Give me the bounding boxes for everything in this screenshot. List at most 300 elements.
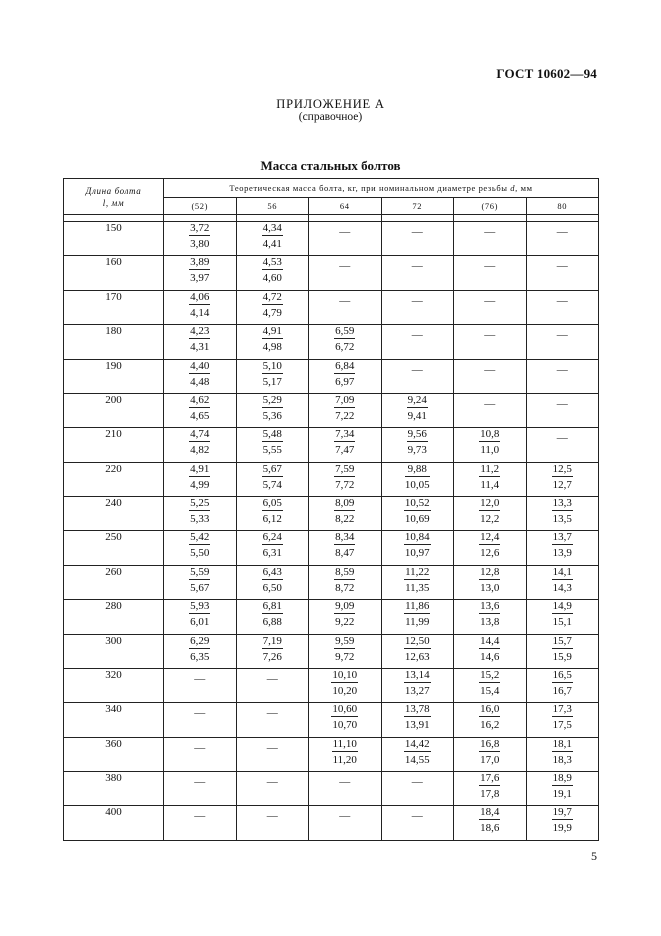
mass-cell bbox=[236, 565, 309, 599]
mass-cell bbox=[236, 256, 309, 290]
mass-cell bbox=[309, 428, 382, 462]
table-row bbox=[64, 565, 599, 599]
mass-group-header-pre: Теоретическая масса болта, кг, при номинальном диаметре резьбы bbox=[229, 183, 511, 193]
mass-cell bbox=[164, 497, 237, 531]
dash-mark: — bbox=[556, 432, 568, 445]
empty-mass-cell bbox=[381, 325, 454, 359]
mass-cell bbox=[309, 462, 382, 496]
dash-mark: — bbox=[266, 672, 278, 685]
mass-cell bbox=[164, 256, 237, 290]
mass-fraction bbox=[262, 222, 283, 250]
empty-mass-cell bbox=[454, 359, 527, 393]
mass-fraction bbox=[331, 703, 358, 731]
mass-fraction bbox=[189, 566, 210, 594]
mass-fraction bbox=[334, 635, 355, 663]
dash-mark: — bbox=[484, 260, 496, 273]
mass-value-bottom: 15,4 bbox=[480, 684, 500, 697]
mass-value-bottom: 6,31 bbox=[262, 547, 282, 560]
mass-fraction bbox=[552, 497, 573, 525]
dash-mark: — bbox=[339, 810, 351, 823]
mass-value-top: 13,3 bbox=[552, 497, 572, 509]
table-row bbox=[64, 634, 599, 668]
dash-mark: — bbox=[556, 363, 568, 376]
mass-value-top: 18,9 bbox=[552, 772, 572, 784]
mass-fraction bbox=[407, 428, 428, 456]
mass-value-bottom: 10,05 bbox=[404, 478, 430, 491]
mass-fraction bbox=[262, 325, 283, 353]
mass-value-bottom: 4,14 bbox=[190, 306, 210, 319]
mass-cell bbox=[236, 290, 309, 324]
dash-mark: — bbox=[266, 776, 278, 788]
mass-value-bottom: 7,72 bbox=[335, 478, 355, 491]
mass-value-top: 7,34 bbox=[335, 428, 355, 441]
mass-value-top: 4,53 bbox=[262, 256, 282, 269]
empty-mass-cell bbox=[454, 290, 527, 324]
mass-cell bbox=[526, 772, 599, 806]
mass-value-top: 3,72 bbox=[190, 222, 210, 234]
mass-value-bottom: 6,88 bbox=[262, 616, 282, 629]
mass-value-bottom: 12,7 bbox=[552, 478, 572, 491]
mass-value-top: 14,42 bbox=[404, 737, 430, 750]
mass-value-bottom: 4,65 bbox=[190, 409, 210, 422]
empty-mass-cell bbox=[526, 428, 599, 462]
mass-value-top: 14,1 bbox=[552, 565, 572, 578]
bolt-length-cell: 260 bbox=[64, 565, 164, 599]
table-row bbox=[64, 222, 599, 256]
mass-value-top: 12,50 bbox=[404, 634, 430, 647]
mass-value-bottom: 6,12 bbox=[262, 513, 282, 525]
mass-value-top: 5,67 bbox=[262, 462, 282, 475]
empty-mass-cell bbox=[164, 806, 237, 841]
mass-value-bottom: 15,1 bbox=[552, 616, 572, 629]
mass-value-top: 6,81 bbox=[262, 600, 282, 613]
mass-value-top: 4,91 bbox=[262, 325, 282, 338]
empty-mass-cell bbox=[381, 256, 454, 290]
mass-cell bbox=[309, 531, 382, 565]
mass-cell bbox=[526, 806, 599, 841]
mass-fraction bbox=[405, 463, 430, 491]
bolt-length-cell: 300 bbox=[64, 634, 164, 668]
mass-fraction bbox=[262, 600, 283, 628]
mass-fraction bbox=[552, 531, 573, 559]
bolt-length-cell: 170 bbox=[64, 290, 164, 324]
dash-mark: — bbox=[556, 260, 568, 273]
mass-value-top: 5,25 bbox=[190, 497, 210, 509]
mass-cell bbox=[454, 668, 527, 702]
mass-value-top: 10,10 bbox=[332, 668, 358, 681]
table-row bbox=[64, 772, 599, 806]
mass-fraction bbox=[552, 566, 573, 594]
mass-value-bottom: 5,74 bbox=[262, 478, 282, 491]
empty-mass-cell bbox=[236, 703, 309, 737]
mass-value-top: 4,62 bbox=[190, 393, 210, 406]
empty-mass-cell bbox=[526, 290, 599, 324]
mass-fraction bbox=[404, 531, 431, 559]
mass-fraction bbox=[479, 428, 500, 456]
mass-cell bbox=[164, 222, 237, 256]
mass-value-top: 11,86 bbox=[405, 600, 430, 613]
mass-fraction bbox=[334, 325, 355, 353]
mass-value-bottom: 11,35 bbox=[405, 581, 430, 594]
mass-value-bottom: 9,22 bbox=[335, 616, 355, 629]
mass-value-bottom: 6,01 bbox=[190, 616, 210, 629]
mass-cell bbox=[454, 634, 527, 668]
mass-cell bbox=[454, 600, 527, 634]
mass-cell bbox=[381, 737, 454, 771]
mass-cell bbox=[164, 290, 237, 324]
mass-cell bbox=[236, 531, 309, 565]
mass-fraction bbox=[552, 635, 573, 663]
bolt-length-cell: 280 bbox=[64, 600, 164, 634]
mass-fraction bbox=[479, 635, 500, 663]
mass-fraction bbox=[479, 806, 500, 834]
mass-cell bbox=[309, 600, 382, 634]
mass-fraction bbox=[552, 463, 573, 491]
mass-fraction bbox=[552, 806, 573, 834]
mass-fraction bbox=[189, 428, 210, 456]
mass-value-bottom: 11,20 bbox=[332, 753, 357, 766]
mass-fraction bbox=[479, 463, 500, 491]
spacer-cell bbox=[454, 215, 527, 222]
table-row bbox=[64, 393, 599, 427]
dash-mark: — bbox=[194, 810, 206, 823]
mass-value-top: 10,8 bbox=[480, 428, 500, 441]
mass-value-top: 14,9 bbox=[552, 600, 572, 613]
mass-fraction bbox=[479, 738, 500, 766]
mass-fraction bbox=[262, 428, 283, 456]
table-row bbox=[64, 497, 599, 531]
mass-fraction bbox=[189, 360, 210, 388]
spacer-cell bbox=[381, 215, 454, 222]
page-number: 5 bbox=[591, 849, 597, 863]
mass-value-bottom: 5,33 bbox=[190, 513, 210, 525]
mass-value-top: 9,56 bbox=[407, 428, 427, 441]
mass-value-top: 16,5 bbox=[552, 668, 572, 681]
mass-value-top: 4,06 bbox=[190, 290, 210, 303]
mass-cell bbox=[309, 703, 382, 737]
empty-mass-cell bbox=[381, 359, 454, 393]
mass-value-top: 8,59 bbox=[335, 565, 355, 578]
dash-mark: — bbox=[556, 329, 568, 342]
table-row bbox=[64, 256, 599, 290]
dash-mark: — bbox=[484, 226, 496, 238]
empty-mass-cell bbox=[526, 393, 599, 427]
mass-fraction bbox=[189, 497, 210, 525]
mass-cell bbox=[454, 462, 527, 496]
mass-value-bottom: 11,4 bbox=[480, 478, 500, 491]
empty-mass-cell bbox=[236, 668, 309, 702]
mass-value-top: 16,8 bbox=[480, 737, 500, 750]
table-row bbox=[64, 290, 599, 324]
bolt-length-cell: 400 bbox=[64, 806, 164, 841]
mass-fraction bbox=[404, 566, 430, 594]
mass-value-top: 9,24 bbox=[407, 393, 427, 406]
mass-cell bbox=[454, 737, 527, 771]
mass-value-bottom: 9,72 bbox=[335, 650, 355, 663]
mass-cell bbox=[236, 428, 309, 462]
mass-fraction bbox=[262, 531, 283, 559]
mass-value-top: 5,10 bbox=[262, 359, 282, 372]
mass-fraction bbox=[552, 738, 573, 766]
empty-mass-cell bbox=[454, 256, 527, 290]
mass-value-bottom: 16,2 bbox=[480, 719, 500, 732]
mass-value-top: 10,84 bbox=[404, 531, 430, 544]
dash-mark: — bbox=[411, 226, 423, 238]
mass-cell bbox=[236, 634, 309, 668]
appendix-heading bbox=[0, 98, 661, 124]
dash-mark: — bbox=[411, 294, 423, 307]
mass-value-bottom: 13,9 bbox=[552, 547, 572, 560]
mass-value-bottom: 6,35 bbox=[190, 650, 210, 663]
mass-value-bottom: 12,6 bbox=[480, 547, 500, 560]
mass-value-bottom: 9,41 bbox=[407, 409, 427, 422]
dash-mark: — bbox=[194, 741, 206, 754]
mass-fraction bbox=[552, 669, 573, 697]
mass-fraction bbox=[334, 463, 355, 491]
mass-value-top: 4,40 bbox=[190, 359, 210, 372]
document-code: ГОСТ 10602—94 bbox=[496, 66, 597, 81]
mass-value-bottom: 6,72 bbox=[335, 341, 355, 354]
bolt-length-cell: 190 bbox=[64, 359, 164, 393]
mass-value-bottom: 4,79 bbox=[262, 306, 282, 319]
mass-fraction bbox=[189, 463, 210, 491]
spacer-cell bbox=[236, 215, 309, 222]
mass-value-bottom: 4,41 bbox=[262, 238, 282, 250]
dash-mark: — bbox=[484, 329, 496, 342]
appendix-title: ПРИЛОЖЕНИЕ А bbox=[276, 97, 385, 111]
mass-fraction bbox=[479, 772, 500, 800]
mass-value-top: 11,2 bbox=[480, 462, 500, 475]
mass-fraction bbox=[552, 703, 573, 731]
dash-mark: — bbox=[411, 810, 423, 823]
mass-value-bottom: 13,27 bbox=[404, 684, 430, 697]
diameter-header: 64 bbox=[309, 198, 382, 215]
mass-group-header-var: d bbox=[510, 183, 516, 193]
mass-value-top: 7,19 bbox=[262, 634, 282, 647]
mass-value-bottom: 4,60 bbox=[262, 272, 282, 285]
spacer-cell bbox=[526, 215, 599, 222]
dash-mark: — bbox=[556, 226, 568, 238]
length-column-header bbox=[64, 179, 164, 215]
bolt-length-cell: 240 bbox=[64, 497, 164, 531]
mass-fraction bbox=[189, 635, 210, 663]
mass-cell bbox=[526, 703, 599, 737]
bolt-length-cell: 320 bbox=[64, 668, 164, 702]
mass-fraction bbox=[552, 772, 573, 800]
mass-value-top: 12,8 bbox=[480, 565, 500, 578]
mass-value-top: 19,7 bbox=[552, 806, 572, 819]
mass-value-bottom: 14,6 bbox=[480, 650, 500, 663]
empty-mass-cell bbox=[236, 772, 309, 806]
mass-value-top: 11,10 bbox=[332, 737, 357, 750]
mass-value-bottom: 5,67 bbox=[190, 581, 210, 594]
mass-cell bbox=[164, 634, 237, 668]
appendix-subtitle: (справочное) bbox=[298, 111, 363, 123]
mass-fraction bbox=[189, 256, 210, 284]
mass-value-top: 5,93 bbox=[190, 600, 210, 613]
mass-cell bbox=[236, 600, 309, 634]
mass-value-bottom: 13,91 bbox=[404, 719, 430, 732]
mass-cell bbox=[164, 393, 237, 427]
mass-value-bottom: 14,55 bbox=[404, 753, 430, 766]
mass-value-top: 12,4 bbox=[480, 531, 500, 544]
bolt-length-cell: 360 bbox=[64, 737, 164, 771]
mass-value-bottom: 4,82 bbox=[190, 444, 210, 457]
mass-cell bbox=[454, 772, 527, 806]
mass-group-header bbox=[164, 179, 599, 198]
mass-value-top: 9,59 bbox=[335, 634, 355, 647]
mass-fraction bbox=[479, 600, 500, 628]
mass-value-top: 17,6 bbox=[480, 772, 500, 784]
table-row bbox=[64, 462, 599, 496]
dash-mark: — bbox=[339, 776, 351, 788]
dash-mark: — bbox=[339, 226, 351, 238]
table-row bbox=[64, 806, 599, 841]
mass-fraction bbox=[407, 394, 428, 422]
dash-mark: — bbox=[194, 672, 206, 685]
table-row bbox=[64, 428, 599, 462]
empty-mass-cell bbox=[164, 772, 237, 806]
mass-cell bbox=[164, 600, 237, 634]
diameter-header: 72 bbox=[381, 198, 454, 215]
mass-cell bbox=[309, 668, 382, 702]
diameter-header: (76) bbox=[454, 198, 527, 215]
mass-value-bottom: 11,0 bbox=[480, 444, 500, 457]
empty-mass-cell bbox=[164, 737, 237, 771]
mass-cell bbox=[309, 565, 382, 599]
mass-cell bbox=[526, 497, 599, 531]
mass-value-top: 5,48 bbox=[262, 428, 282, 441]
mass-fraction bbox=[332, 738, 358, 766]
mass-cell bbox=[309, 393, 382, 427]
mass-cell bbox=[236, 222, 309, 256]
mass-cell bbox=[236, 497, 309, 531]
mass-value-bottom: 19,9 bbox=[552, 822, 572, 835]
mass-fraction bbox=[479, 566, 500, 594]
mass-fraction bbox=[331, 669, 358, 697]
mass-value-bottom: 7,47 bbox=[335, 444, 355, 457]
mass-value-top: 8,34 bbox=[335, 531, 355, 544]
mass-cell bbox=[164, 428, 237, 462]
dash-mark: — bbox=[266, 741, 278, 754]
dash-mark: — bbox=[484, 363, 496, 376]
mass-value-bottom: 8,72 bbox=[335, 581, 355, 594]
table-row bbox=[64, 737, 599, 771]
mass-value-top: 18,1 bbox=[552, 737, 572, 750]
empty-mass-cell bbox=[381, 806, 454, 841]
mass-fraction bbox=[404, 600, 430, 628]
mass-value-top: 18,4 bbox=[480, 806, 500, 819]
mass-value-top: 4,74 bbox=[190, 428, 210, 441]
bolt-length-cell: 210 bbox=[64, 428, 164, 462]
mass-fraction bbox=[334, 394, 355, 422]
mass-fraction bbox=[334, 531, 355, 559]
mass-value-top: 4,72 bbox=[262, 290, 282, 303]
mass-cell bbox=[164, 359, 237, 393]
mass-value-bottom: 19,1 bbox=[552, 788, 572, 800]
mass-value-bottom: 17,5 bbox=[552, 719, 572, 732]
mass-cell bbox=[236, 359, 309, 393]
mass-cell bbox=[381, 600, 454, 634]
dash-mark: — bbox=[194, 707, 206, 720]
mass-cell bbox=[454, 531, 527, 565]
mass-value-top: 6,05 bbox=[262, 497, 282, 509]
mass-cell bbox=[454, 565, 527, 599]
empty-mass-cell bbox=[236, 737, 309, 771]
mass-cell bbox=[454, 428, 527, 462]
mass-value-top: 10,52 bbox=[404, 497, 430, 509]
mass-cell bbox=[526, 737, 599, 771]
mass-value-bottom: 10,69 bbox=[404, 513, 430, 525]
empty-mass-cell bbox=[309, 222, 382, 256]
spacer-row bbox=[64, 215, 599, 222]
mass-fraction bbox=[404, 635, 431, 663]
mass-value-bottom: 5,50 bbox=[190, 547, 210, 560]
mass-fraction bbox=[189, 325, 210, 353]
mass-cell bbox=[309, 737, 382, 771]
mass-cell bbox=[526, 565, 599, 599]
mass-cell bbox=[309, 325, 382, 359]
mass-fraction bbox=[189, 291, 210, 319]
mass-value-bottom: 3,97 bbox=[190, 272, 210, 285]
mass-value-bottom: 9,73 bbox=[407, 444, 427, 457]
mass-fraction bbox=[262, 291, 283, 319]
mass-fraction bbox=[262, 463, 283, 491]
mass-value-top: 15,2 bbox=[480, 668, 500, 681]
dash-mark: — bbox=[556, 294, 568, 307]
mass-value-top: 6,24 bbox=[262, 531, 282, 544]
mass-value-bottom: 11,99 bbox=[405, 616, 430, 629]
mass-value-bottom: 16,7 bbox=[552, 684, 572, 697]
table-row bbox=[64, 325, 599, 359]
mass-fraction bbox=[334, 428, 355, 456]
mass-cell bbox=[309, 634, 382, 668]
mass-fraction bbox=[479, 531, 500, 559]
mass-cell bbox=[454, 703, 527, 737]
empty-mass-cell bbox=[526, 359, 599, 393]
bolt-length-cell: 380 bbox=[64, 772, 164, 806]
mass-fraction bbox=[479, 669, 500, 697]
dash-mark: — bbox=[484, 294, 496, 307]
mass-value-bottom: 5,36 bbox=[262, 409, 282, 422]
mass-value-top: 3,89 bbox=[190, 256, 210, 269]
mass-cell bbox=[526, 531, 599, 565]
length-header-line-1: Длина болта bbox=[85, 185, 142, 196]
bolt-length-cell: 150 bbox=[64, 222, 164, 256]
mass-cell bbox=[309, 359, 382, 393]
mass-value-top: 6,84 bbox=[335, 359, 355, 372]
mass-value-top: 16,0 bbox=[480, 703, 500, 716]
table-row bbox=[64, 600, 599, 634]
spacer-cell bbox=[64, 215, 164, 222]
mass-fraction bbox=[189, 600, 210, 628]
mass-value-bottom: 8,22 bbox=[335, 513, 355, 525]
mass-value-top: 4,23 bbox=[190, 325, 210, 338]
empty-mass-cell bbox=[454, 222, 527, 256]
mass-value-bottom: 10,70 bbox=[332, 719, 358, 732]
spacer-cell bbox=[309, 215, 382, 222]
mass-value-bottom: 6,50 bbox=[262, 581, 282, 594]
mass-value-top: 7,09 bbox=[335, 393, 355, 406]
mass-value-bottom: 13,0 bbox=[480, 581, 500, 594]
empty-mass-cell bbox=[381, 222, 454, 256]
mass-value-top: 6,59 bbox=[335, 325, 355, 338]
mass-cell bbox=[381, 497, 454, 531]
mass-value-bottom: 12,2 bbox=[480, 513, 500, 525]
spacer-cell bbox=[164, 215, 237, 222]
mass-value-bottom: 7,22 bbox=[335, 409, 355, 422]
bolt-length-cell: 220 bbox=[64, 462, 164, 496]
